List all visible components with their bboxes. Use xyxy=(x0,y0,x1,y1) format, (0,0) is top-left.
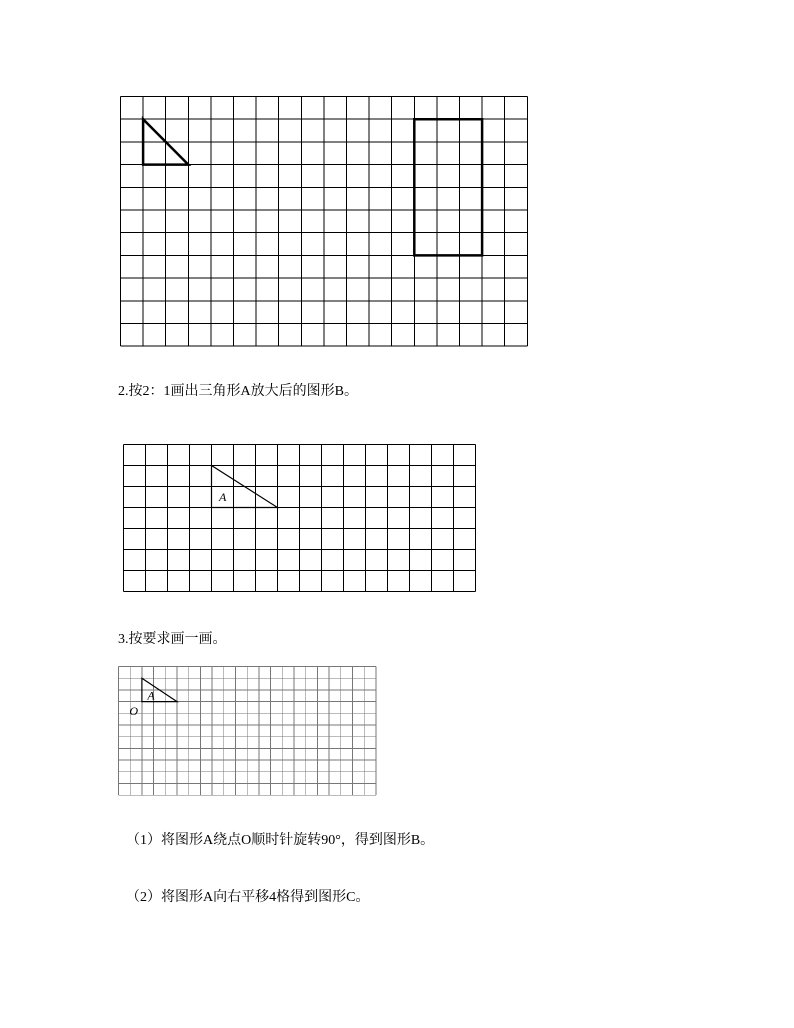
triangle-a-label: A xyxy=(219,490,227,504)
triangle-a-label: A xyxy=(147,688,155,703)
question-3-text: 3.按要求画一画。 xyxy=(118,632,227,647)
grid-figure-2 xyxy=(123,444,475,592)
point-o-label: O xyxy=(129,704,139,719)
grid-figure-3 xyxy=(118,666,376,796)
grid-figure-1 xyxy=(120,96,528,348)
sub-question-1-text: （1）将图形A绕点O顺时针旋转90°，得到图形B。 xyxy=(126,833,435,848)
question-2-text: 2.按2：1画出三角形A放大后的图形B。 xyxy=(118,384,358,399)
sub-question-2-text: （2）将图形A向右平移4格得到图形C。 xyxy=(126,890,370,905)
